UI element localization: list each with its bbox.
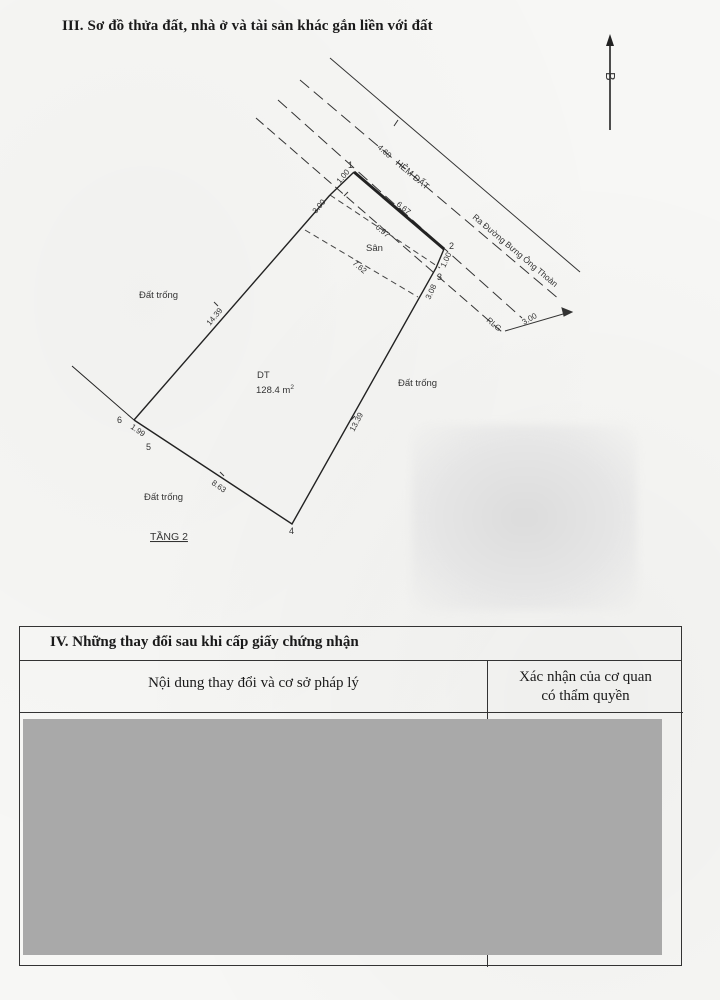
floor-label: TẦNG 2	[150, 531, 188, 543]
dim-setback: 7.62	[350, 258, 369, 276]
dim-right-long: 13.39	[347, 411, 366, 433]
column-header-confirmation-line1: Xác nhận của cơ quan	[519, 669, 652, 685]
column-header-content: Nội dung thay đổi và cơ sở pháp lý	[20, 661, 488, 713]
section-iv-title: IV. Những thay đổi sau khi cấp giấy chứng nhận	[20, 627, 681, 661]
changes-table	[19, 626, 682, 966]
yard-label: Sân	[366, 243, 383, 254]
dim-right-short: 1.00	[438, 250, 454, 269]
section-iii-title: III. Sơ đồ thửa đất, nhà ở và tài sản khác gắn liền với đất	[62, 18, 433, 34]
rlg-label: RLG	[484, 315, 504, 334]
column-header-confirmation-line2: có thẩm quyền	[541, 688, 630, 704]
area-value: 128.4 $m^2$	[256, 384, 294, 396]
column-header-confirmation	[488, 661, 683, 713]
dim-corner-short: 1.00	[334, 167, 352, 186]
point-1-label: 1	[348, 160, 354, 170]
road-direction-label: Ra Đường Bưng Ông Thoàn	[470, 211, 560, 289]
empty-land-bottom-label: Đất trống	[144, 492, 184, 503]
area-label: DT	[257, 370, 270, 381]
lot-boundary	[72, 172, 444, 524]
point-2-label: 2	[449, 241, 455, 251]
dim-right-seg: 3.08	[423, 282, 439, 301]
empty-land-right-label: Đất trống	[398, 378, 438, 389]
dim-bottom-short: 1.99	[128, 422, 147, 439]
point-4-label: 4	[289, 526, 295, 536]
north-label: B	[603, 72, 618, 81]
blurred-stamp-area	[412, 425, 637, 610]
north-arrow-icon	[606, 34, 614, 130]
dim-left-long: 14.39	[204, 306, 225, 328]
dim-bottom-edge: 8.63	[209, 478, 228, 495]
point-3-label: 3	[437, 272, 443, 282]
dim-right-road: 3.00	[520, 311, 539, 327]
dim-road-width: 4.60	[375, 142, 394, 160]
road-label: HẺM ĐẤT	[393, 157, 432, 192]
dim-inner-edge: 6.97	[373, 222, 392, 240]
dimension-ticks	[214, 192, 355, 476]
empty-land-left-label: Đất trống	[139, 290, 179, 301]
point-6-label: 6	[117, 415, 123, 425]
dim-top-edge: 6.67	[394, 199, 413, 217]
road-lines	[256, 58, 580, 332]
point-5-label: 5	[146, 442, 152, 452]
dim-left-short: 3.00	[310, 197, 328, 216]
redacted-content-block	[23, 719, 662, 955]
